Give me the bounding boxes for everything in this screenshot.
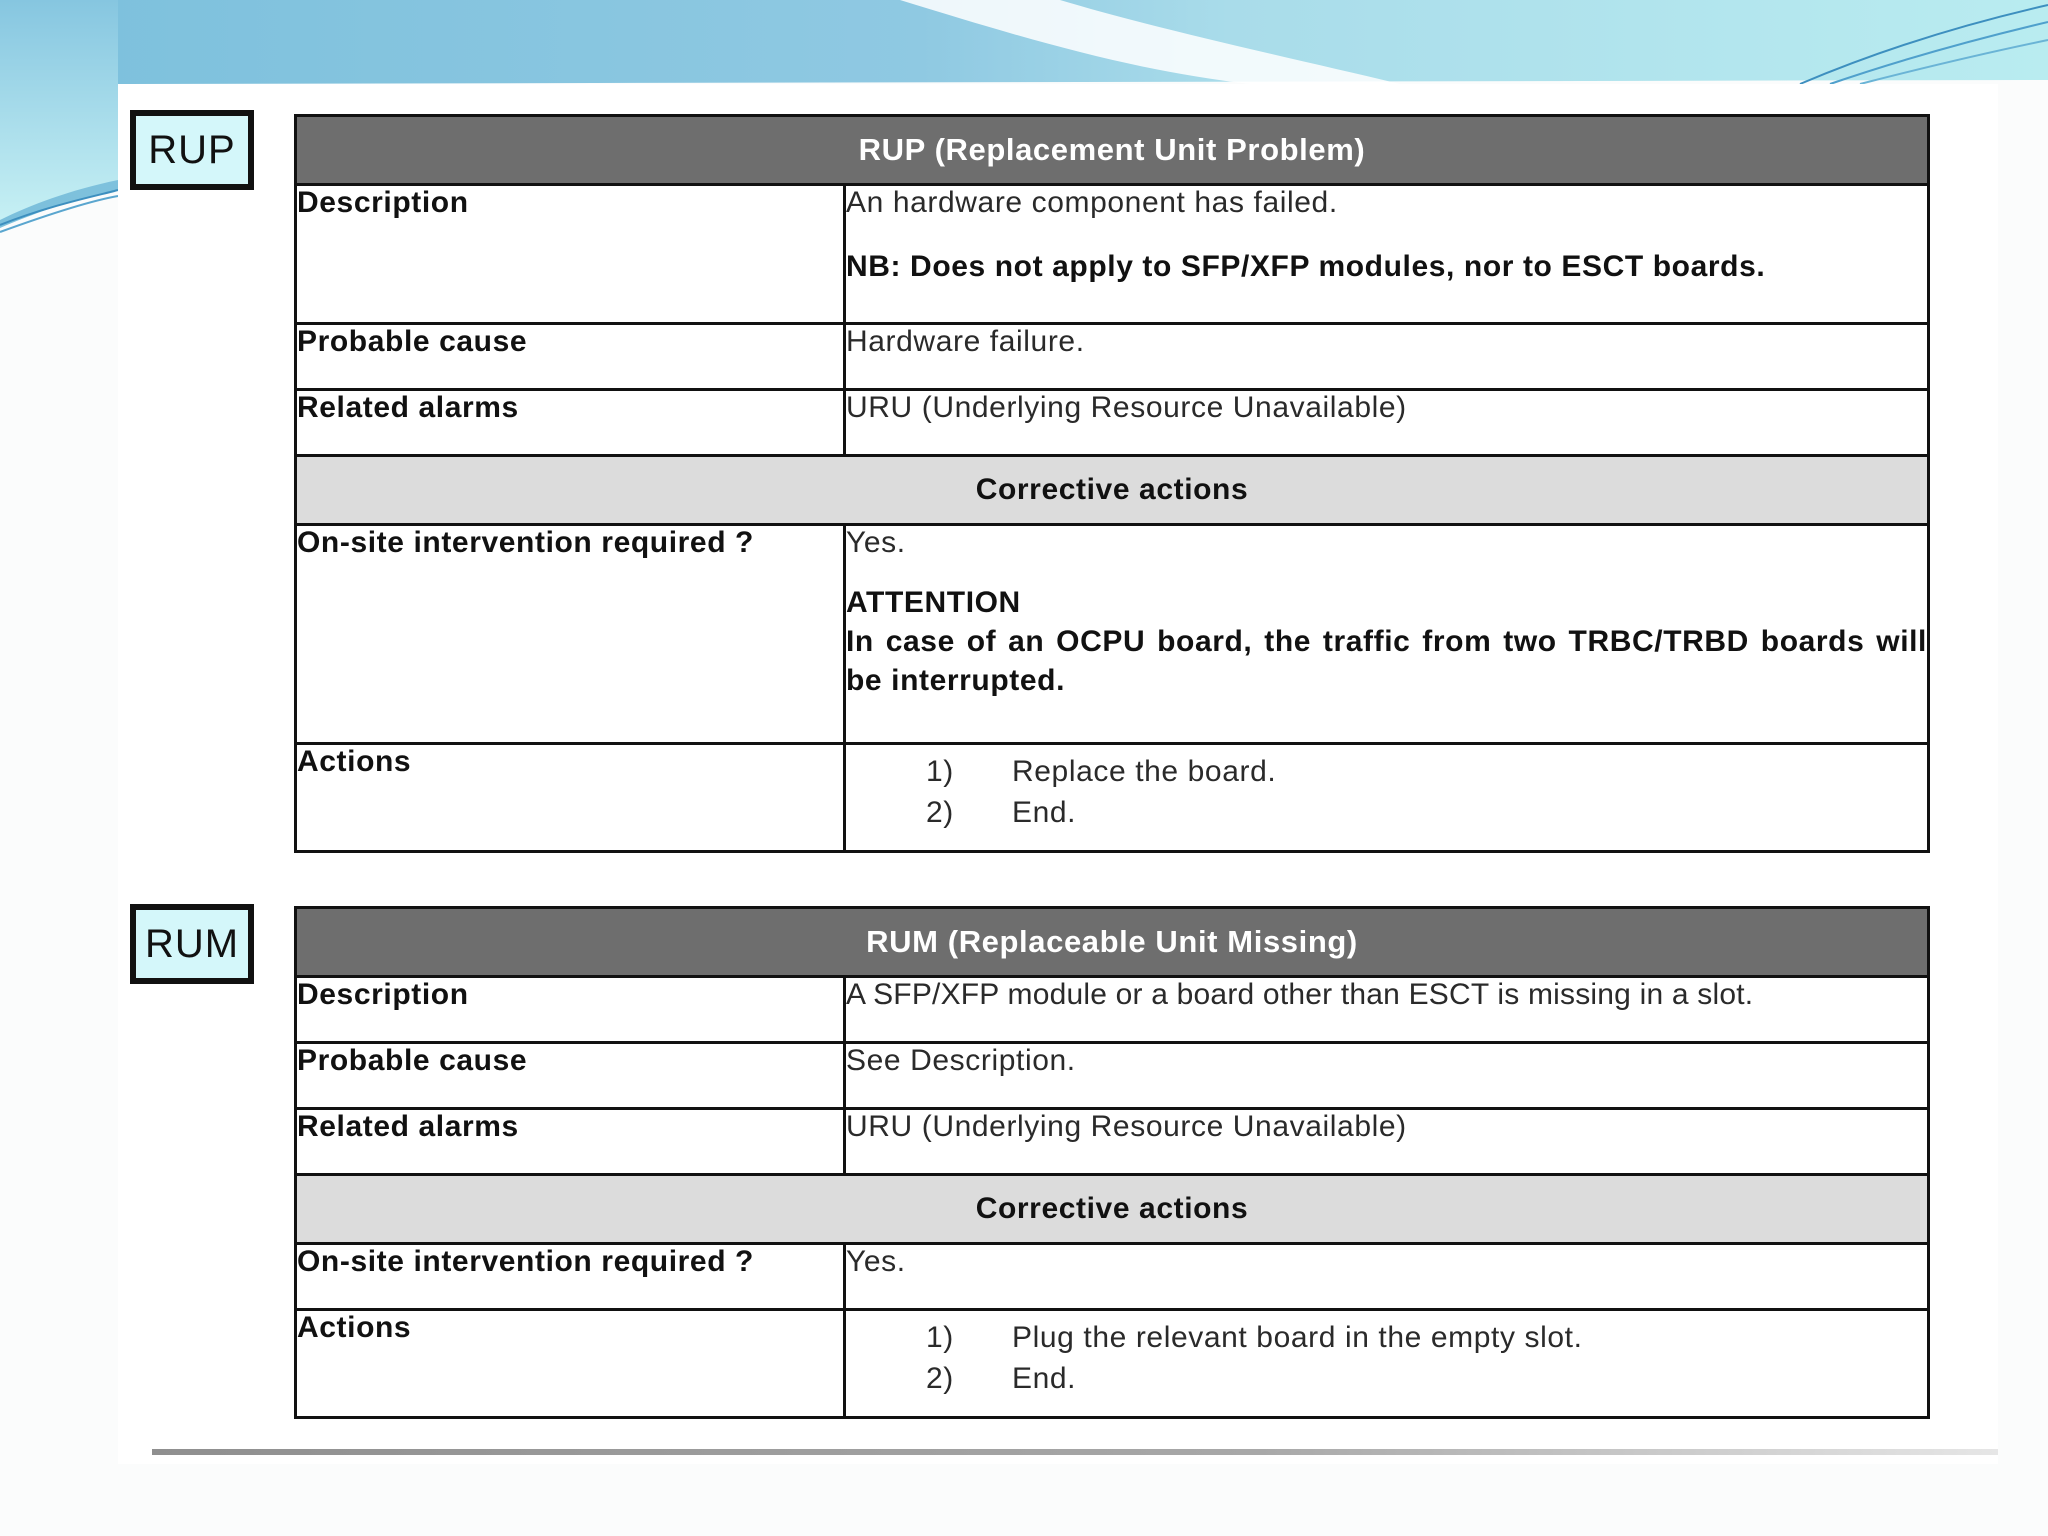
description-row — [296, 185, 1929, 324]
on-site-row — [296, 525, 1929, 744]
related-alarms-row — [296, 390, 1929, 456]
table-title: RUP (Replacement Unit Problem) — [296, 116, 1929, 185]
on-site-row — [296, 1244, 1929, 1310]
rum-tag: RUM — [130, 904, 254, 984]
rup-alarm-table — [294, 114, 1930, 853]
list-item — [846, 792, 1927, 833]
row-label: Probable cause — [296, 1043, 845, 1109]
rup-tag: RUP — [130, 110, 254, 190]
row-label: On-site intervention required ? — [296, 525, 845, 744]
probable-cause-row — [296, 1043, 1929, 1109]
row-value: URU (Underlying Resource Unavailable) — [845, 390, 1929, 456]
row-value: A SFP/XFP module or a board other than ESCT is missing in a slot. — [845, 977, 1929, 1043]
attention-title: ATTENTION — [846, 586, 1021, 619]
action-steps — [846, 751, 1927, 833]
section-header: Corrective actions — [296, 456, 1929, 525]
on-site-answer: Yes. — [846, 526, 906, 559]
bottom-divider — [152, 1449, 1998, 1455]
row-value — [845, 185, 1929, 324]
row-label: Description — [296, 185, 845, 324]
actions-row — [296, 744, 1929, 852]
row-value — [845, 744, 1929, 852]
section-header: Corrective actions — [296, 1175, 1929, 1244]
attention-text: In case of an OCPU board, the traffic from two TRBC/TRBD boards will be interrupted. — [846, 625, 1927, 697]
step-number: 1) — [926, 1321, 954, 1354]
row-label: On-site intervention required ? — [296, 1244, 845, 1310]
description-note: NB: Does not apply to SFP/XFP modules, nor to ESCT boards. — [846, 250, 1766, 283]
action-steps — [846, 1317, 1927, 1399]
row-label: Description — [296, 977, 845, 1043]
description-row — [296, 977, 1929, 1043]
step-text: End. — [1012, 796, 1077, 829]
row-label: Actions — [296, 1310, 845, 1418]
list-item — [846, 1317, 1927, 1358]
row-value — [845, 1310, 1929, 1418]
step-number: 1) — [926, 755, 954, 788]
probable-cause-row — [296, 324, 1929, 390]
row-label: Related alarms — [296, 1109, 845, 1175]
list-item — [846, 751, 1927, 792]
list-item — [846, 1358, 1927, 1399]
step-text: Replace the board. — [1012, 755, 1277, 788]
step-text: Plug the relevant board in the empty slot. — [1012, 1321, 1583, 1354]
step-text: End. — [1012, 1362, 1077, 1395]
row-value: URU (Underlying Resource Unavailable) — [845, 1109, 1929, 1175]
actions-row — [296, 1310, 1929, 1418]
description-text: An hardware component has failed. — [846, 186, 1338, 219]
row-value: Hardware failure. — [845, 324, 1929, 390]
row-label: Actions — [296, 744, 845, 852]
step-number: 2) — [926, 1362, 954, 1395]
rum-alarm-table — [294, 906, 1930, 1419]
row-label: Probable cause — [296, 324, 845, 390]
row-value: See Description. — [845, 1043, 1929, 1109]
related-alarms-row — [296, 1109, 1929, 1175]
row-value: Yes. — [845, 1244, 1929, 1310]
table-title: RUM (Replaceable Unit Missing) — [296, 908, 1929, 977]
row-label: Related alarms — [296, 390, 845, 456]
row-value — [845, 525, 1929, 744]
step-number: 2) — [926, 796, 954, 829]
